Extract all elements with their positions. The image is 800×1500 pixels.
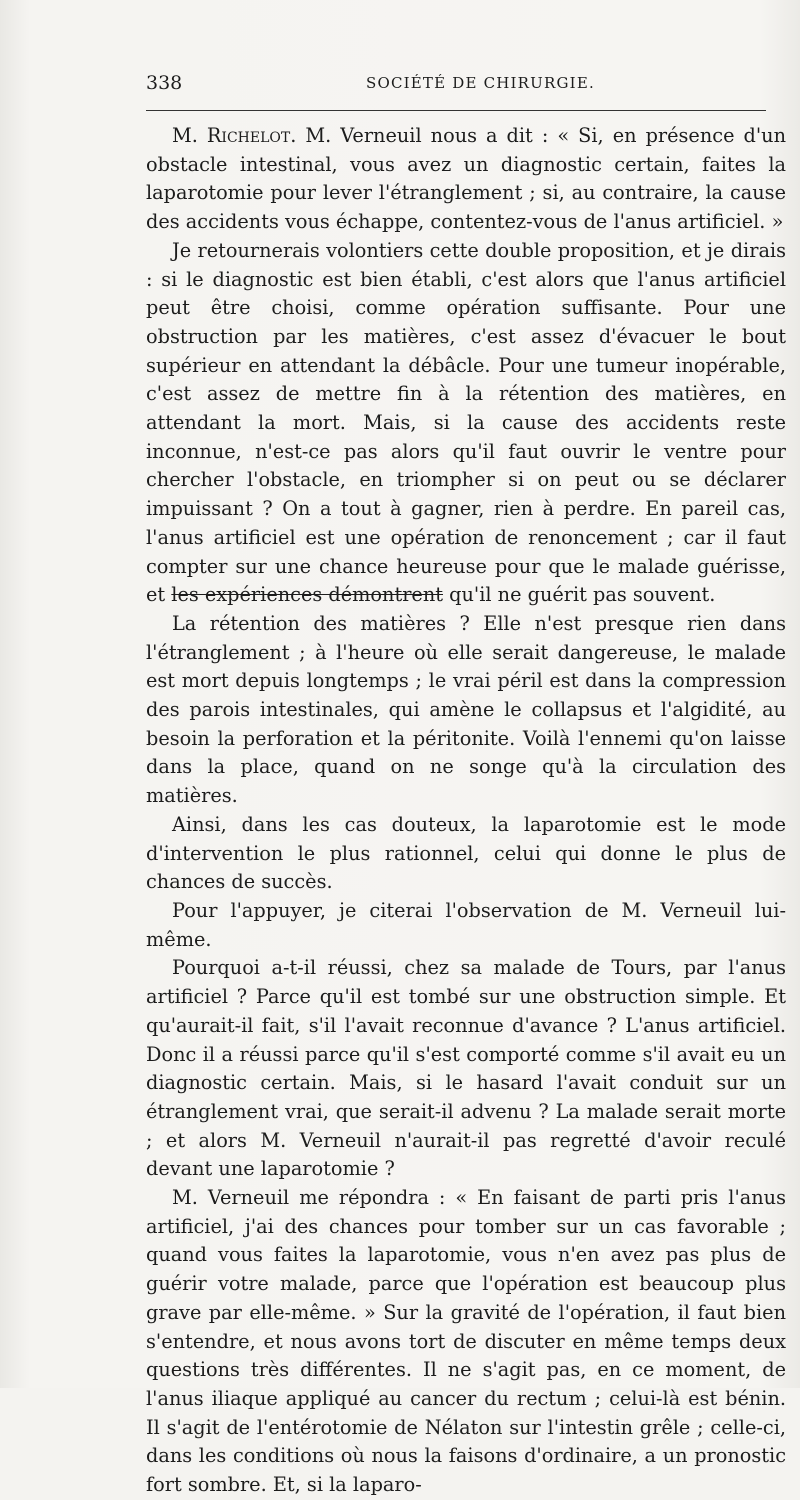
struck-text: les expériences démontrent — [171, 583, 443, 607]
paragraph-text: . M. Verneuil nous a dit : « Si, en présence d'un obstacle intestinal, vous avez un diagnostic certain, faites la laparotomie pour lever l'étranglement ; si, au contraire, la cause des accidents vous échappe, contentez-vous de l'anus artificiel. » — [146, 124, 786, 234]
paragraph-text: Je retournerais volontiers cette double proposition, et je dirais : si le diagnostic est bien établi, c'est alors que l'anus artificiel peut être choisi, comme opération suffisante. Pour une obstruction par les matières, c'est assez d'évacuer le bout supérieur en attendant la débâcle. Pour une tumeur inopérable, c'est assez de mettre fin à la rétention des matières, en attendant la mort. Mais, si la cause des accidents reste inconnue, n'est-ce pas alors qu'il faut ouvrir le ventre pour chercher l'obstacle, en triompher si on peut ou se déclarer impuissant ? On a tout à gagner, rien à perdre. En pareil cas, l'anus artificiel est une opération de renoncement ; car il faut compter sur une chance heureuse pour que le malade guérisse, et — [146, 238, 786, 607]
paragraph: Pour l'appuyer, je citerai l'observation de M. Verneuil lui-même. — [146, 898, 786, 951]
journal-title: SOCIÉTÉ DE CHIRURGIE. — [366, 74, 595, 92]
page-number: 338 — [146, 72, 183, 94]
paragraph: La rétention des matières ? Elle n'est presque rien dans l'étranglement ; à l'heure où elle serait dangereuse, le malade est mort depuis longtemps ; le vrai péril est dans la compression des parois intestinales, qui amène le collapsus et l'algidité, au besoin la perforation et la péritonite. Voilà l'ennemi qu'on laisse dans la place, quand on ne songe qu'à la circulation des matières. — [146, 611, 786, 808]
running-head — [146, 72, 786, 98]
speaker-name: Richelot — [206, 124, 291, 147]
header-rule — [146, 110, 766, 111]
speaker-prefix: M. — [172, 124, 207, 147]
paragraph: M. Verneuil me répondra : « En faisant de parti pris l'anus artificiel, j'ai des chances pour tomber sur un cas favorable ; quand vous faites la laparotomie, vous n'en avez pas plus de guérir votre malade, parce que l'opération est beaucoup plus grave par elle-même. » Sur la gravité de l'opération, il faut bien s'entendre, et nous avons tort de discuter en même temps deux questions très différentes. Il ne s'agit pas, en ce moment, de l'anus iliaque appliqué au cancer du rectum ; celui-là est bénin. Il s'agit de l'entérotomie de Nélaton sur l'intestin grêle ; celle-ci, dans les conditions où nous la faisons d'ordinaire, a un pronostic fort sombre. Et, si la laparo- — [146, 1186, 786, 1497]
paragraph: Pourquoi a-t-il réussi, chez sa malade de Tours, par l'anus artificiel ? Parce qu'il est tombé sur une obstruction simple. Et qu'aurait-il fait, s'il l'avait reconnue d'avance ? L'anus artificiel. Donc il a réussi parce qu'il s'est comporté comme s'il avait eu un diagnostic certain. Mais, si le hasard l'avait conduit sur un étranglement vrai, que serait-il advenu ? La malade serait morte ; et alors M. Verneuil n'aurait-il pas regretté d'avoir reculé devant une laparotomie ? — [146, 956, 786, 1181]
paragraph — [146, 122, 786, 237]
body-text — [146, 122, 786, 1500]
paragraph: Ainsi, dans les cas douteux, la laparotomie est le mode d'intervention le plus rationnel, celui qui donne le plus de chances de succès. — [146, 812, 786, 894]
paragraph-text: qu'il ne guérit pas souvent. — [443, 583, 716, 607]
paragraph — [146, 237, 786, 610]
